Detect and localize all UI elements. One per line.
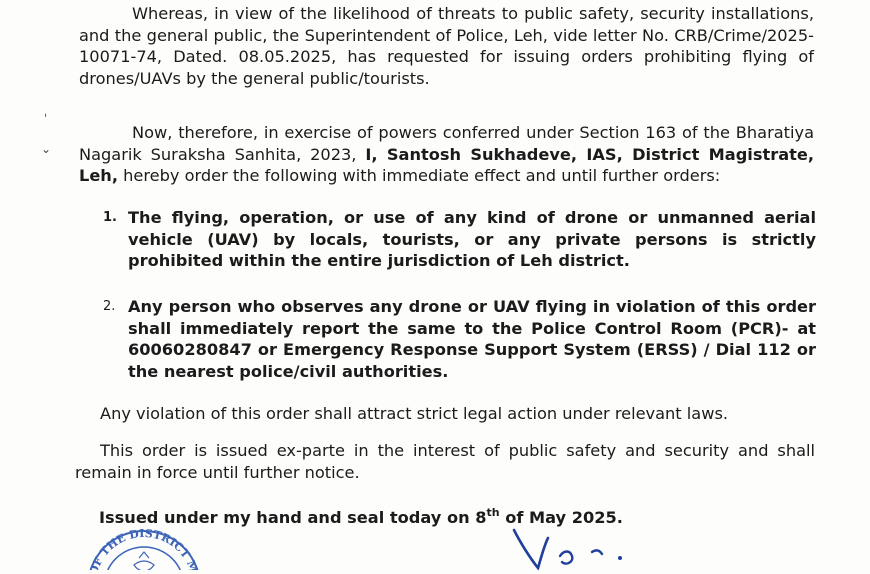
seal-icon — [84, 525, 204, 570]
scan-mark: ˌ — [44, 104, 48, 118]
magistrate-signature — [508, 528, 648, 574]
district-magistrate-seal — [84, 525, 204, 574]
magistrate-name: I, Santosh Sukhadeve, IAS, District Magistrate, Leh, — [79, 144, 814, 185]
order-item-number: 1. — [103, 210, 117, 225]
paragraph-now-therefore: Now, therefore, in exercise of powers conferred under Section 163 of the Bharatiya Nagarik Suraksha Sanhita, 2023, I, Santosh Sukhadeve, IAS, District Magistrate, Leh, hereby order the following with immediate effect and until further orders: — [79, 123, 814, 185]
order-item-text: Any person who observes any drone or UAV flying in violation of this order shall immediately report the same to the Police Control Room (PCR)- at 60060280847 or Emergency Response Support System (ERSS) / Dial 112 or the nearest police/civil authorities. — [128, 297, 816, 381]
svg-text:OF THE DISTRICT MA: F THE DISTRICT M — [90, 526, 201, 570]
paragraph-violation: Any violation of this order shall attract strict legal action under relevant laws. — [100, 404, 729, 423]
paragraph-ex-parte: This order is issued ex-parte in the interest of public safety and security and shall remain in force until further notice. — [75, 441, 815, 482]
issued-statement: Issued under my hand and seal today on 8th of May 2025. — [99, 506, 623, 527]
order-item-text: The flying, operation, or use of any kind of drone or unmanned aerial vehicle (UAV) by locals, tourists, or any private persons is strictly prohibited within the entire jurisdiction of Leh district. — [128, 208, 816, 270]
signature-icon — [508, 528, 648, 570]
order-item-number: 2. — [103, 299, 116, 314]
scan-mark: ⌄ — [41, 142, 52, 156]
paragraph-whereas: Whereas, in view of the likelihood of threats to public safety, security installations, and the general public, the Superintendent of Police, Leh, vide letter No. CRB/Crime/2025-10071-74, Dated. 08.05.2025, has requested for issuing orders prohibiting flying of drones/UAVs by the general public/tourists. — [79, 4, 814, 88]
